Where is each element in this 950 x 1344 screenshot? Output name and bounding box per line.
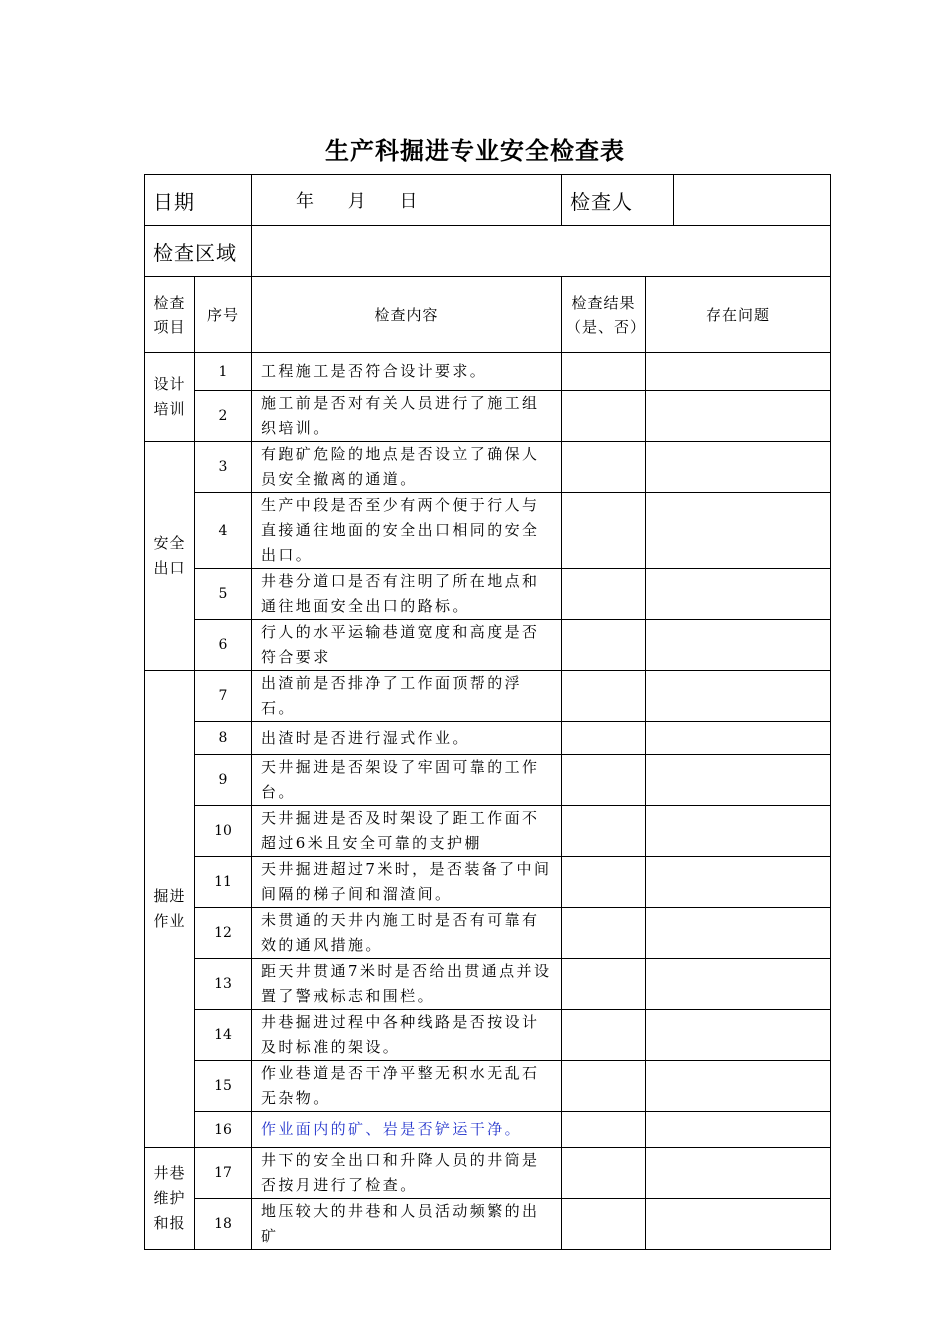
row-number: 3 — [195, 442, 252, 493]
row-content: 井巷分道口是否有注明了所在地点和通往地面安全出口的路标。 — [252, 569, 562, 620]
table-row — [145, 353, 831, 391]
row-content: 行人的水平运输巷道宽度和高度是否符合要求 — [252, 620, 562, 671]
result-cell[interactable] — [562, 391, 646, 442]
row-number: 8 — [195, 722, 252, 755]
table-row — [145, 391, 831, 442]
row-content: 出渣前是否排净了工作面顶帮的浮石。 — [252, 671, 562, 722]
result-cell[interactable] — [562, 1199, 646, 1250]
row-number: 2 — [195, 391, 252, 442]
table-row — [145, 1199, 831, 1250]
issue-cell[interactable] — [646, 755, 831, 806]
row-number: 4 — [195, 493, 252, 569]
row-number: 16 — [195, 1112, 252, 1148]
issue-cell[interactable] — [646, 671, 831, 722]
area-label: 检查区域 — [145, 226, 252, 277]
row-content: 天井掘进是否架设了牢固可靠的工作台。 — [252, 755, 562, 806]
issue-cell[interactable] — [646, 1148, 831, 1199]
result-cell[interactable] — [562, 620, 646, 671]
result-cell[interactable] — [562, 1112, 646, 1148]
page-title: 生产科掘进专业安全检查表 — [325, 137, 625, 165]
issue-cell[interactable] — [646, 908, 831, 959]
result-cell[interactable] — [562, 671, 646, 722]
result-cell[interactable] — [562, 857, 646, 908]
table-row — [145, 722, 831, 755]
col-issues-header: 存在问题 — [646, 277, 831, 353]
table-row — [145, 908, 831, 959]
issue-cell[interactable] — [646, 722, 831, 755]
date-row — [145, 175, 831, 226]
table-row — [145, 493, 831, 569]
row-content: 作业巷道是否干净平整无积水无乱石无杂物。 — [252, 1061, 562, 1112]
result-cell[interactable] — [562, 442, 646, 493]
category-work: 掘进作业 — [145, 671, 195, 1148]
row-content: 距天井贯通7米时是否给出贯通点并设置了警戒标志和围栏。 — [252, 959, 562, 1010]
table-row — [145, 755, 831, 806]
row-content: 天井掘进超过7米时，是否装备了中间间隔的梯子间和溜渣间。 — [252, 857, 562, 908]
row-content: 天井掘进是否及时架设了距工作面不超过6米且安全可靠的支护棚 — [252, 806, 562, 857]
table-row — [145, 1061, 831, 1112]
inspector-group — [562, 175, 831, 226]
row-number: 7 — [195, 671, 252, 722]
result-cell[interactable] — [562, 493, 646, 569]
row-content: 地压较大的井巷和人员活动频繁的出矿 — [252, 1199, 562, 1250]
issue-cell[interactable] — [646, 493, 831, 569]
issue-cell[interactable] — [646, 569, 831, 620]
table-row — [145, 442, 831, 493]
result-cell[interactable] — [562, 908, 646, 959]
row-content: 作业面内的矿、岩是否铲运干净。 — [252, 1112, 562, 1148]
row-number: 12 — [195, 908, 252, 959]
result-cell[interactable] — [562, 1010, 646, 1061]
row-number: 13 — [195, 959, 252, 1010]
table-row — [145, 1010, 831, 1061]
result-cell[interactable] — [562, 755, 646, 806]
column-header-row — [145, 277, 831, 353]
row-number: 5 — [195, 569, 252, 620]
row-content: 生产中段是否至少有两个便于行人与直接通往地面的安全出口相同的安全出口。 — [252, 493, 562, 569]
col-result-header: 检查结果（是、否） — [562, 277, 646, 353]
issue-cell[interactable] — [646, 620, 831, 671]
date-field[interactable] — [252, 175, 562, 226]
table-row — [145, 620, 831, 671]
row-number: 14 — [195, 1010, 252, 1061]
row-content: 出渣时是否进行湿式作业。 — [252, 722, 562, 755]
col-item-header: 检查项目 — [145, 277, 195, 353]
row-number: 9 — [195, 755, 252, 806]
result-cell[interactable] — [562, 722, 646, 755]
row-content: 井巷掘进过程中各种线路是否按设计及时标准的架设。 — [252, 1010, 562, 1061]
issue-cell[interactable] — [646, 1199, 831, 1250]
issue-cell[interactable] — [646, 353, 831, 391]
issue-cell[interactable] — [646, 391, 831, 442]
date-month: 月 — [347, 191, 366, 212]
table-row — [145, 1112, 831, 1148]
row-number: 10 — [195, 806, 252, 857]
area-field[interactable] — [252, 226, 831, 277]
row-number: 15 — [195, 1061, 252, 1112]
row-content: 未贯通的天井内施工时是否有可靠有效的通风措施。 — [252, 908, 562, 959]
table-row — [145, 569, 831, 620]
row-number: 11 — [195, 857, 252, 908]
row-number: 17 — [195, 1148, 252, 1199]
table-row — [145, 671, 831, 722]
result-cell[interactable] — [562, 569, 646, 620]
row-content: 工程施工是否符合设计要求。 — [252, 353, 562, 391]
issue-cell[interactable] — [646, 959, 831, 1010]
inspector-label: 检查人 — [562, 175, 674, 225]
row-number: 6 — [195, 620, 252, 671]
result-cell[interactable] — [562, 1148, 646, 1199]
category-maintenance: 井巷维护和报 — [145, 1148, 195, 1250]
category-exit: 安全出口 — [145, 442, 195, 671]
table-row — [145, 806, 831, 857]
issue-cell[interactable] — [646, 442, 831, 493]
date-day: 日 — [399, 191, 418, 212]
category-design: 设计培训 — [145, 353, 195, 442]
date-label: 日期 — [145, 175, 252, 226]
issue-cell[interactable] — [646, 806, 831, 857]
inspection-table — [144, 174, 831, 1250]
table-row — [145, 857, 831, 908]
table-row — [145, 959, 831, 1010]
row-content: 井下的安全出口和升降人员的井筒是否按月进行了检查。 — [252, 1148, 562, 1199]
inspector-field[interactable] — [674, 175, 830, 225]
table-row — [145, 1148, 831, 1199]
col-seq-header: 序号 — [195, 277, 252, 353]
result-cell[interactable] — [562, 806, 646, 857]
issue-cell[interactable] — [646, 857, 831, 908]
date-year: 年 — [296, 191, 314, 212]
row-number: 1 — [195, 353, 252, 391]
result-cell[interactable] — [562, 1061, 646, 1112]
area-row — [145, 226, 831, 277]
row-content: 施工前是否对有关人员进行了施工组织培训。 — [252, 391, 562, 442]
result-cell[interactable] — [562, 353, 646, 391]
issue-cell[interactable] — [646, 1010, 831, 1061]
col-content-header: 检查内容 — [252, 277, 562, 353]
issue-cell[interactable] — [646, 1061, 831, 1112]
issue-cell[interactable] — [646, 1112, 831, 1148]
result-cell[interactable] — [562, 959, 646, 1010]
row-content: 有跑矿危险的地点是否设立了确保人员安全撤离的通道。 — [252, 442, 562, 493]
row-number: 18 — [195, 1199, 252, 1250]
